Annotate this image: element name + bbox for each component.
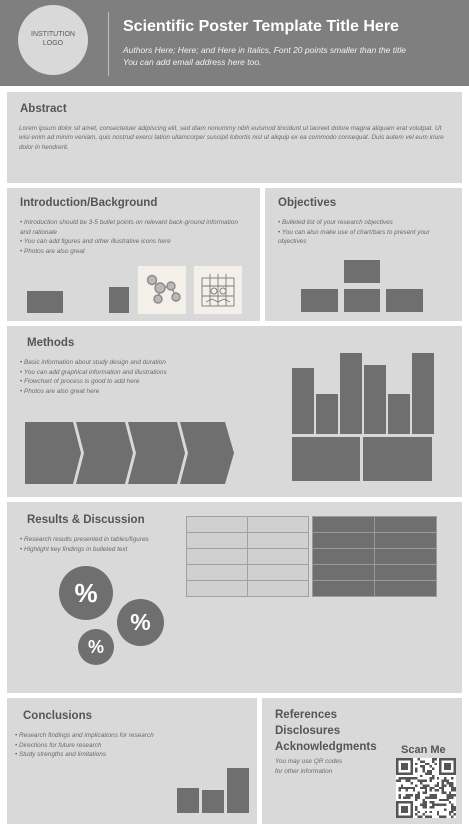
- bullet-item: • You can also make use of chart/bars to present your objectives: [278, 228, 443, 247]
- disclosures-heading: Disclosures: [275, 725, 341, 738]
- references-headings: [275, 707, 377, 755]
- table-cell: [312, 580, 375, 597]
- logo-text-line1: INSTITUTION: [31, 31, 75, 39]
- table-cell: [247, 532, 309, 549]
- table-cell: [312, 532, 375, 549]
- bullet-item: • Introduction should be 3-5 bullet points on relevant back-ground information and rationale: [20, 218, 248, 237]
- introduction-panel: [7, 188, 260, 321]
- qr-note-line: You may use QR codes: [275, 758, 343, 765]
- lab-sketch-illustration: [194, 266, 242, 314]
- results-table-light: [186, 516, 308, 596]
- bar: [227, 768, 249, 813]
- conclusions-heading: Conclusions: [23, 710, 93, 722]
- objectives-heading: Objectives: [278, 197, 337, 209]
- table-cell: [312, 516, 375, 533]
- references-heading: References: [275, 709, 338, 721]
- references-panel: [262, 698, 462, 824]
- methods-heading: Methods: [27, 337, 75, 349]
- table-cell: [247, 564, 309, 581]
- bar: [202, 790, 224, 813]
- authors-line: Authors Here; Here; and Here in Italics, Font 20 points smaller than the title: [123, 45, 406, 55]
- methods-panel: [7, 326, 462, 497]
- methods-block: [363, 437, 432, 481]
- qr-note: [275, 757, 342, 776]
- flow-step: [25, 422, 81, 484]
- flow-step: [128, 422, 185, 484]
- email-line: You can add email address here too.: [123, 57, 262, 68]
- bullet-item: • Photos are also great here: [20, 387, 270, 397]
- abstract-panel: [7, 92, 462, 183]
- conclusions-bar-chart: [177, 768, 247, 813]
- objectives-panel: [265, 188, 462, 321]
- bar: [388, 394, 410, 434]
- table-cell: [186, 564, 248, 581]
- bullet-item: • Research findings and implications for research: [15, 731, 245, 741]
- percent-circle-small: %: [78, 629, 114, 665]
- methods-block: [292, 437, 360, 481]
- bullet-item: • You can add graphical information and illustrations: [20, 368, 270, 378]
- bar: [412, 353, 434, 434]
- objective-box: [386, 289, 423, 312]
- methods-bar-chart: [292, 342, 432, 434]
- introduction-bullets: [20, 218, 248, 256]
- poster-title: Scientific Poster Template Title Here: [123, 18, 399, 35]
- molecule-icon: [138, 266, 186, 314]
- qr-note-line: for other information: [275, 767, 333, 775]
- intro-placeholder-box: [27, 291, 63, 313]
- table-cell: [186, 548, 248, 565]
- bar: [316, 394, 338, 434]
- methods-bullets: [20, 358, 270, 396]
- table-cell: [312, 564, 375, 581]
- bar: [177, 788, 199, 813]
- bullet-item: • Flowchart of process is good to add here: [20, 377, 270, 387]
- table-cell: [247, 548, 309, 565]
- bullet-item: • You can add figures and other illustrative icons here: [20, 237, 248, 247]
- flow-step: [180, 422, 234, 484]
- process-flowchart: [25, 422, 237, 484]
- bar: [340, 353, 362, 434]
- results-bullets: [20, 535, 190, 554]
- flow-step: [76, 422, 133, 484]
- bullet-item: • Basic information about study design and duration: [20, 358, 270, 368]
- bullet-item: • Highlight key findings in bulleted text: [20, 545, 190, 555]
- acknowledgments-heading: Acknowledgments: [275, 741, 377, 754]
- objective-box: [301, 289, 338, 312]
- qr-code-icon[interactable]: [396, 758, 456, 818]
- table-cell: [186, 516, 248, 533]
- bullet-item: • Research results presented in tables/figures: [20, 535, 190, 545]
- institution-logo: [18, 5, 88, 75]
- table-cell: [374, 532, 437, 549]
- scan-me-label: Scan Me: [401, 744, 446, 756]
- table-cell: [247, 516, 309, 533]
- conclusions-panel: [7, 698, 257, 824]
- conclusions-bullets: [15, 731, 245, 760]
- table-cell: [312, 548, 375, 565]
- molecule-illustration: [138, 266, 186, 314]
- results-heading: Results & Discussion: [27, 514, 145, 526]
- abstract-text: Lorem ipsum dolor sit amet, consectetuer adipiscing elit, sed diam nonummy nibh euismod tincidunt ut laoreet dolore magna aliquam erat volutpat. Ut wisi enim ad minim veniam, quis nostrud exerci tation ullamcorper suscipit lobortis nisl ut aliquip ex ea commodo consequat. Duis autem vel eum iriure dolor in hendrerit.: [19, 125, 444, 151]
- bullet-item: • Directions for future research: [15, 741, 245, 751]
- lab-apparatus-icon: [194, 266, 242, 314]
- table-cell: [374, 564, 437, 581]
- table-cell: [374, 548, 437, 565]
- percent-circle-medium: %: [117, 599, 164, 646]
- objective-box: [344, 289, 380, 312]
- poster-authors: [123, 44, 406, 69]
- bar: [292, 368, 314, 434]
- bullet-item: • Study strengths and limitations: [15, 750, 245, 760]
- bullet-item: • Photos are also great: [20, 247, 248, 257]
- percent-circle-large: %: [59, 566, 113, 620]
- table-cell: [186, 580, 248, 597]
- objective-box: [344, 260, 380, 283]
- results-table-dark: [312, 516, 436, 596]
- abstract-heading: Abstract: [20, 103, 67, 115]
- intro-placeholder-box: [109, 287, 129, 313]
- results-panel: [7, 502, 462, 693]
- table-cell: [374, 580, 437, 597]
- logo-text-line2: LOGO: [42, 40, 64, 47]
- header-divider: [108, 12, 109, 76]
- introduction-heading: Introduction/Background: [20, 197, 158, 209]
- table-cell: [247, 580, 309, 597]
- table-cell: [186, 532, 248, 549]
- table-cell: [374, 516, 437, 533]
- bullet-item: • Bulleted list of your research objectives: [278, 218, 443, 228]
- objectives-bullets: [278, 218, 443, 247]
- bar: [364, 365, 386, 434]
